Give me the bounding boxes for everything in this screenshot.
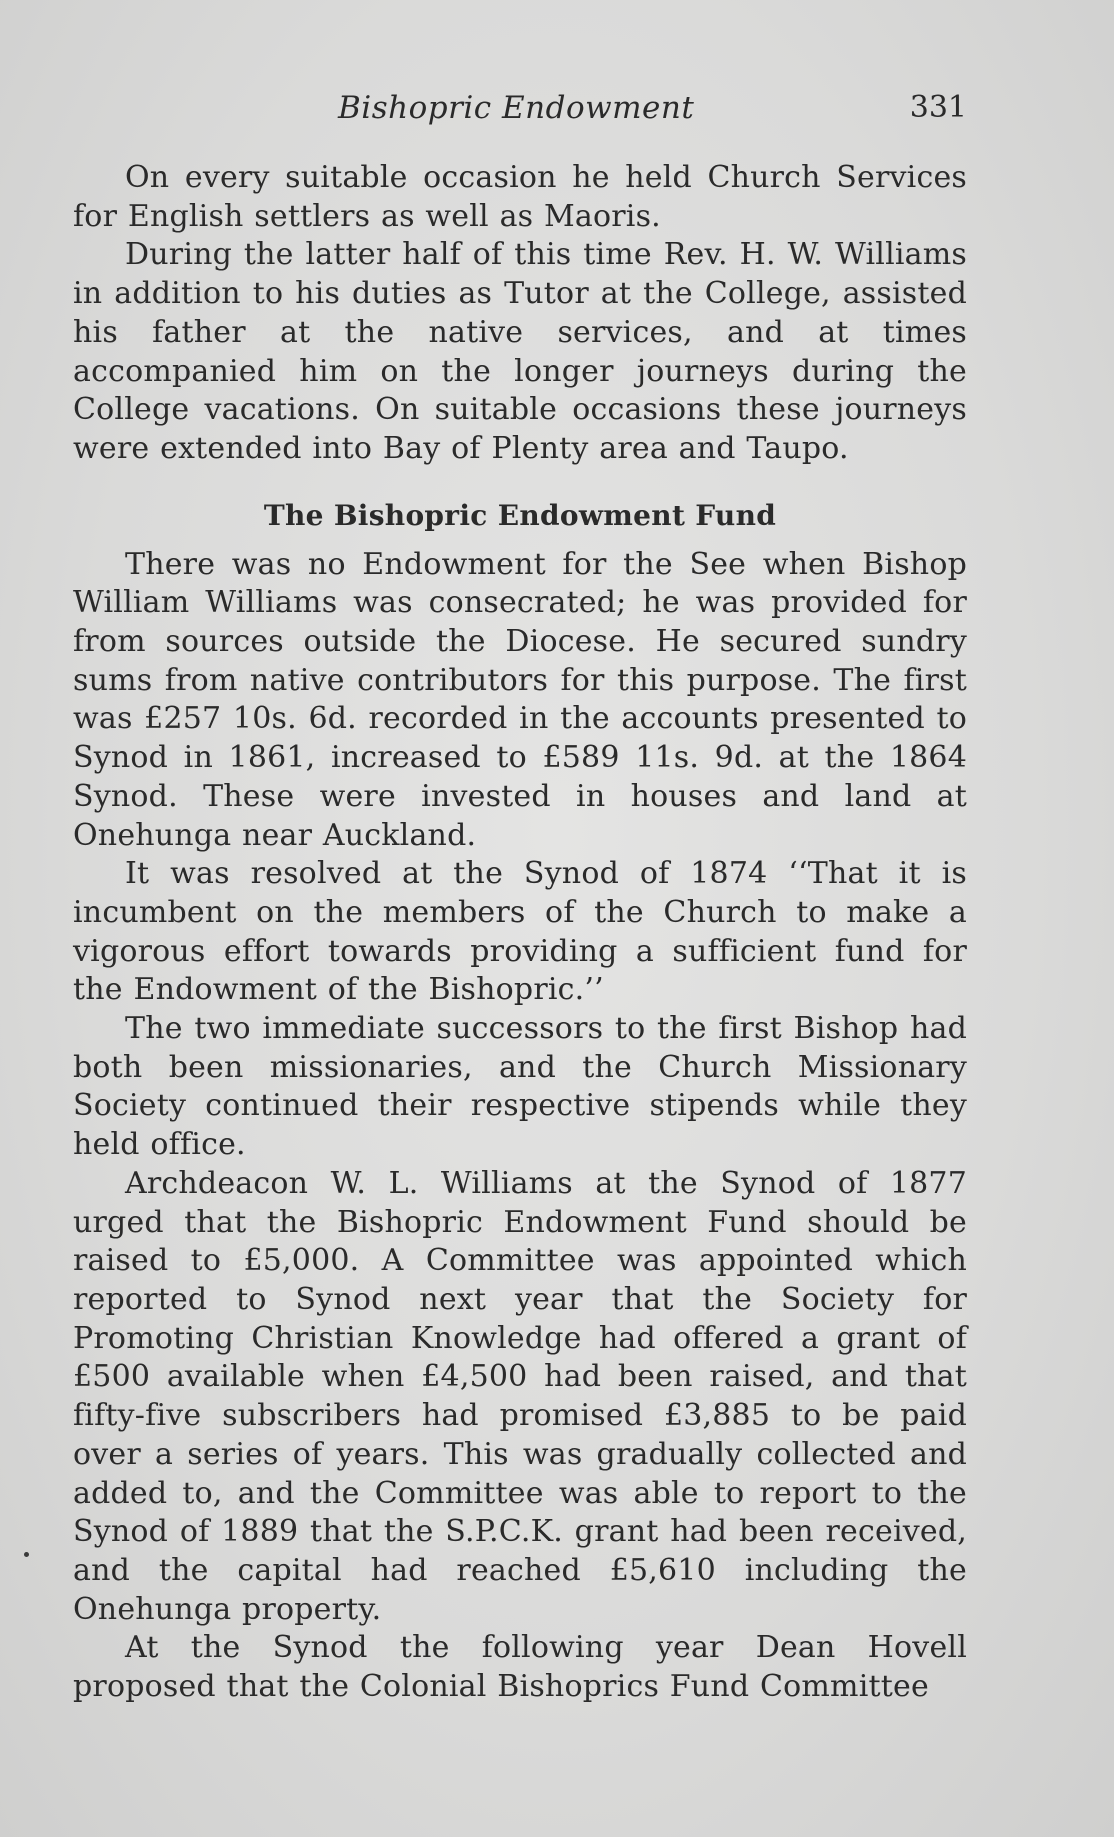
page-number: 331 xyxy=(909,90,967,125)
paragraph: It was resolved at the Synod of 1874 ‘‘That it is incumbent on the members of the Church to make a vigorous effort towards providing a sufficient fund for the Endowment of the Bishopric.’’ xyxy=(73,856,967,1008)
paragraph: Archdeacon W. L. Williams at the Synod of 1877 urged that the Bishopric Endowment Fund should be raised to £5,000. A Committee was appointed which reported to Synod next year that the Society for Promoting Christian Knowledge had offered a grant of £500 available when £4,500 had been raised, and that fifty-five subscribers had promised £3,885 to be paid over a series of years. This was gradually collected and added to, and the Committee was able to report to the Synod of 1889 that the S.P.C.K. grant had been received, and the capital had reached £5,610 including the Onehunga property. xyxy=(73,1165,967,1627)
ink-speck xyxy=(24,1552,29,1557)
running-header xyxy=(73,90,967,140)
section-heading: The Bishopric Endowment Fund xyxy=(263,498,777,532)
body-text xyxy=(73,159,967,1707)
paragraph: During the latter half of this time Rev. H. W. Williams in addition to his duties as Tutor at the College, assisted his father at the native services, and at times accompanied him on the longer journeys during the College vacations. On suitable occasions these journeys were extended into Bay of Plenty area and Taupo. xyxy=(73,237,967,466)
book-page xyxy=(73,90,967,1707)
paragraph: At the Synod the following year Dean Hovell proposed that the Colonial Bishoprics Fund Committee xyxy=(73,1630,967,1705)
paragraph: On every suitable occasion he held Church Services for English settlers as well as Maoris. xyxy=(73,160,967,234)
paragraph: The two immediate successors to the first Bishop had both been missionaries, and the Church Missionary Society continued their respective stipends while they held office. xyxy=(73,1011,967,1163)
running-title: Bishopric Endowment xyxy=(338,90,695,126)
paragraph: There was no Endowment for the See when Bishop William Williams was consecrated; he was provided for from sources outside the Diocese. He secured sundry sums from native contributors for this purpose. The first was £257 10s. 6d. recorded in the accounts presented to Synod in 1861, increased to £589 11s. 9d. at the 1864 Synod. These were invested in houses and land at Onehunga near Auckland. xyxy=(73,546,967,853)
